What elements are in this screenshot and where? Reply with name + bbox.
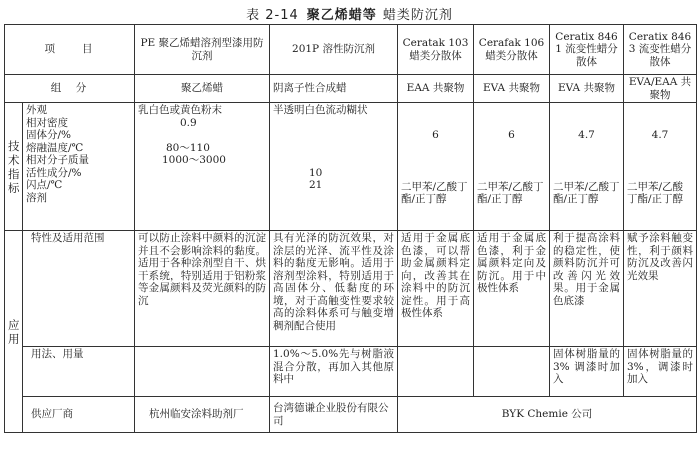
solids-8461: 4.7: [578, 129, 595, 141]
feature-pe: 可以防止涂料中颜料的沉淀并且不会影响涂料的黏度。适用于各种涂剂型自干、烘干系统，特别适用于铝粉浆等金属颜料及荧光颜料的防沉: [135, 231, 270, 347]
tech-106: [474, 103, 550, 231]
label-solids: 固体分/%: [26, 129, 72, 141]
composition-106: EVA 共聚物: [474, 75, 550, 103]
header-pe: PE 聚乙烯蜡溶剂型漆用防沉剂: [135, 25, 270, 75]
composition-row: [5, 75, 697, 103]
solvent-103: 二甲苯/乙酸丁酯/正丁醇: [401, 180, 468, 205]
feature-106: 适用于金属底色漆，利于金属颜料定向及防沉。用于中极性体系: [474, 231, 550, 347]
label-solvent: 溶剂: [26, 191, 47, 204]
header-ceratak-103: Ceratak 103 蜡类分散体: [398, 25, 474, 75]
p201-active: 10: [309, 166, 323, 179]
tech-201p: [270, 103, 398, 231]
label-molecular-mass: 相对分子质量: [26, 154, 89, 166]
usage-row: [5, 347, 697, 397]
usage-label: 用法、用量: [23, 347, 135, 397]
tech-pe: [135, 103, 270, 231]
label-flash-point: 闪点/℃: [26, 179, 63, 191]
p201-appearance: 半透明白色流动糊状: [273, 104, 368, 116]
composition-pe: 聚乙烯蜡: [135, 75, 270, 103]
header-ceratix-8461: Ceratix 8461 流变性蜡分散体: [550, 25, 624, 75]
app-section-label: 应用: [5, 231, 23, 433]
label-appearance: 外观: [26, 104, 47, 116]
header-cerafak-106: Cerafak 106 蜡类分散体: [474, 25, 550, 75]
feature-label: 特性及适用范围: [23, 231, 135, 347]
header-row: [5, 25, 697, 75]
solvent-8461: 二甲苯/乙酸丁酯/正丁醇: [553, 180, 620, 205]
composition-8463: EVA/EAA 共聚物: [624, 75, 697, 103]
header-ceratix-8463: Ceratix 8463 流变性蜡分散体: [624, 25, 697, 75]
usage-103: [398, 347, 474, 397]
supplier-pe: 杭州临安涂料助剂厂: [135, 397, 270, 433]
solids-8463: 4.7: [651, 129, 669, 141]
supplier-201p: 台湾德谦企业股份有限公司: [270, 397, 398, 433]
supplier-row: [5, 397, 697, 433]
usage-201p: 1.0%～5.0%先与树脂液混合分散，再加入其他原料中: [270, 347, 398, 397]
composition-103: EAA 共聚物: [398, 75, 474, 103]
pe-density: 0.9: [180, 116, 197, 129]
p201-flash-point: 21: [309, 179, 323, 191]
table-title: [0, 4, 699, 23]
solids-103: 6: [432, 129, 439, 141]
pe-appearance: 乳白色或黄色粉末: [138, 104, 222, 116]
additive-table: [4, 24, 697, 433]
table-number: 表 2-14: [246, 8, 299, 23]
solvent-106: 二甲苯/乙酸丁酯/正丁醇: [477, 180, 544, 205]
tech-103: [398, 103, 474, 231]
feature-row: [5, 231, 697, 347]
header-201p: 201P 溶性防沉剂: [270, 25, 398, 75]
usage-pe: [135, 347, 270, 397]
composition-8461: EVA 共聚物: [550, 75, 624, 103]
tech-8461: [550, 103, 624, 231]
tech-row: [5, 103, 697, 231]
label-density: 相对密度: [26, 116, 68, 129]
usage-8461: 固体树脂量的 3% 调漆时加入: [550, 347, 624, 397]
supplier-label: 供应厂商: [23, 397, 135, 433]
label-melting: 熔融温度/℃: [26, 141, 84, 154]
label-active: 活性成分/%: [26, 166, 82, 179]
solids-106: 6: [508, 129, 515, 141]
usage-106: [474, 347, 550, 397]
supplier-byk: BYK Chemie 公司: [398, 397, 697, 433]
feature-8461: 利于提高涂料的稳定性，使颜料防沉并可改善闪光效果。用于金属色底漆: [550, 231, 624, 347]
pe-melting: 80～110: [166, 141, 210, 154]
table-title-text: 聚乙烯蜡等: [306, 8, 377, 23]
feature-201p: 具有光泽的防沉效果，对涂层的光泽、流平性及涂料的黏度无影响。适用于溶剂型涂料，特别适用于高固体分、低黏度的环境，对于高触变性要求较高的涂料体系可与触变增稠剂配合使用: [270, 231, 398, 347]
tech-section-label: 技术指标: [5, 103, 23, 231]
tech-8463: [624, 103, 697, 231]
solvent-8463: 二甲苯/乙酸丁酯/正丁醇: [627, 180, 684, 205]
composition-label: 组 分: [5, 75, 135, 103]
tech-labels: [23, 103, 135, 231]
header-item: 项 目: [5, 25, 135, 75]
feature-103: 适用于金属底色漆，可以帮助金属颜料定向，改善其在涂料中的防沉淀性。用于高极性体系: [398, 231, 474, 347]
pe-molecular-mass: 1000～3000: [162, 154, 226, 166]
composition-201p: 阴离子性合成蜡: [270, 75, 398, 103]
table-title-text-2: 蜡类防沉剂: [382, 8, 453, 23]
usage-8463: 固体树脂量的 3%，调漆时加入: [624, 347, 697, 397]
feature-8463: 赋予涂料触变性，利于颜料防沉及改善闪光效果: [624, 231, 697, 347]
